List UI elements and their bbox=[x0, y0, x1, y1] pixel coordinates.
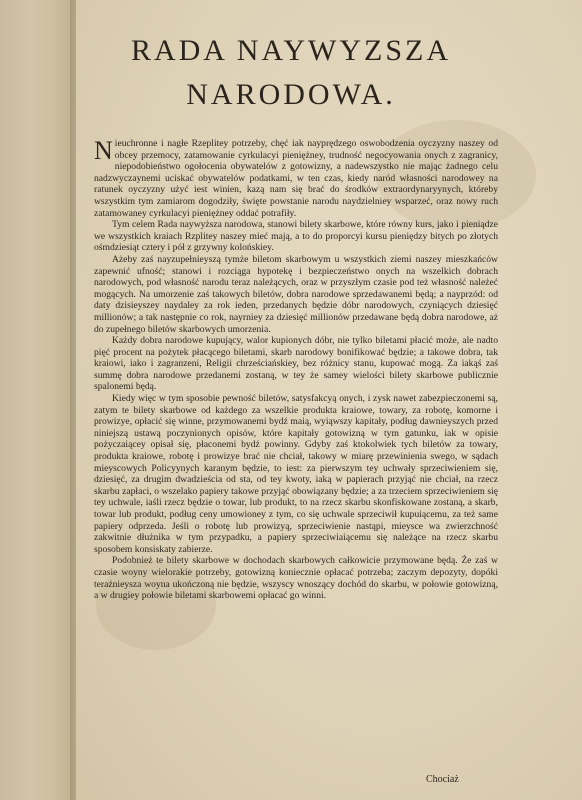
drop-cap: N bbox=[94, 136, 113, 165]
document-body bbox=[94, 138, 498, 788]
document-title-line-2: NARODOWA. bbox=[186, 78, 396, 111]
document-title-line-1: RADA NAYWYZSZA bbox=[130, 34, 452, 67]
paragraph-6: Podobnież te bilety skarbowe w dochodach skarbowych całkowicie przymowane będą. Że zaś w czasie woyny wielorakie potrzeby, gotowizną koniecznie opłacać potrzeba; zaczym depozyty, dopóki teraźnieysza woyna ukończoną nie będzie, wszyscy wnoszący dochód do skarbu, w połowie gotowizną, a w drugiey połowie biletami skarbowemi opłacać go winni. bbox=[94, 555, 498, 602]
paragraph-text: ieuchronne i nagłe Rzeplitey potrzeby, chęć iak nayprędzego oswobodzenia oyczyzny naszey od obcey przemocy, zatamowanie cyrkulacyi pieniężney, trudność negocyowania onych z zagranicy, niepodobieństwo ogołocenia obywatelów z gotowizny, a nadewszystko nie mając żadnego celu nadzwyczaynemi uciskać obywatelów podatkami, w ten czas, kiedy naród własności narodowey na ratunek oyczyzny użyć iest winien, kazą nam się brać do środków extraordynaryynych, któreby wszystkim tym zamiarom dogodziły, święte powstanie narodu naydzielniey wsparzeć, oraz nowy ruch zatamowaney cyrkulacyi pieniężney oddać potrafiły. bbox=[94, 138, 498, 219]
binding-spine bbox=[0, 0, 77, 800]
paragraph-3: Ażeby zaś nayzupełnieyszą tymże biletom skarbowym u wszystkich ziemi naszey mieszkańców zapewnić ufność; stanowi i rozciąga hypotekę i bezpieczeństwo onych na wszelkich dobrach narodowych, pod własność narodu teraz należących, oraz w przyszłym czasie pod też własność należeć mogących. Na umorzenie zaś takowych biletów, dobra narodowe sprzedawanemi będą; a nayprzód: od daty dzisieyszey naydaley za rok ieden, przedanych będzie dóbr narodowych, czyniących dziesięć millionów; a tak następnie co rok, nayrniey za dziesięć millionów przedawane będą dobra narodowe, aż do zupełnego biletów skarbowych umorzenia. bbox=[94, 253, 498, 335]
catchword: Chociaż bbox=[426, 774, 459, 785]
paragraph-2: Tym celem Rada naywyższa narodowa, stanowi bilety skarbowe, które równy kurs, jako i pieniądze we wszystkich kraiach Rzplitey naszey mieć mają, a to do proporcyi kursu pieniędzy bitych po złotych ośmdziesiąt cztery i pół z grzywny kolońskiey. bbox=[94, 219, 498, 254]
paragraph-4: Każdy dobra narodowe kupujący, walor kupionych dóbr, nie tylko biletami płacić może, ale nadto pięć procent na pożytek płacącego biletami, skarb narodowy bonifikować będzie; a takowe dobra, tak kraiowi, iako i zagranzeni, Religii chrześciańskiey, bez różnicy stanu, kupować mogą. Za iakąś zaś summę dobra narodowe przedanemi zostaną, w tey że samey wielości bilety skarbowe publicznie spalonemi będą. bbox=[94, 335, 498, 393]
paragraph-5: Kiedy więc w tym sposobie pewność biletów, satysfakcyą onych, i zysk nawet zabezpieczonemi są, zatym te bilety skarbowe od każdego za wszelkie produkta kraiowe, towary, za robotę, komorne i prowizye, opłacić się winne, przymowanemi bydź maią, wyiąwszy kapitały, podług dawnieyszych przed niniejszą ustawą poczynionych opisów, które kapitały gotowizną w tym gatunku, iak w opisie pożyczaiącey opisał się, płaconemi bydź powinny. Gdyby zaś ktokolwiek tych biletów za towary, produkta kraiowe, robotę i prowizye brać nie chciał, takowy w miarę przewinienia swego, w sądach mieyscowych Policyynych karanym będzie, to iest: za pierwszym tey uchwały sprzeciwieniem się, dziesięć, za drugim dwadzieścia od sta, od tey kwoty, iaką w papierach przyjąć nie chciał, na rzecz skarbu zapłaci, o wszelako papiery takowe przyjąć obowiązany będzie; a za trzeciem sprzeciwieniem się tey uchwale, iaśli rzecz będzie o towar, lub produkt, to na rzecz skarbu skonfiskowane zostaną, a skarb, towar lub produkt, podług ceny umowioney z tym, co się uchwale sprzeciwił kupuiącemu, za też same papiery odprzeda. Jeśli o robotę lub prowizyą, sprzeciwienie nastąpi, mieysce wa zwierzchność zakwitnie dłużnika w tym przypadku, a papiery sprzeciwiaiącemu się należące na rzecz skarbu sposobem konsiskaty zabierze. bbox=[94, 393, 498, 555]
paragraph-1 bbox=[94, 138, 498, 219]
